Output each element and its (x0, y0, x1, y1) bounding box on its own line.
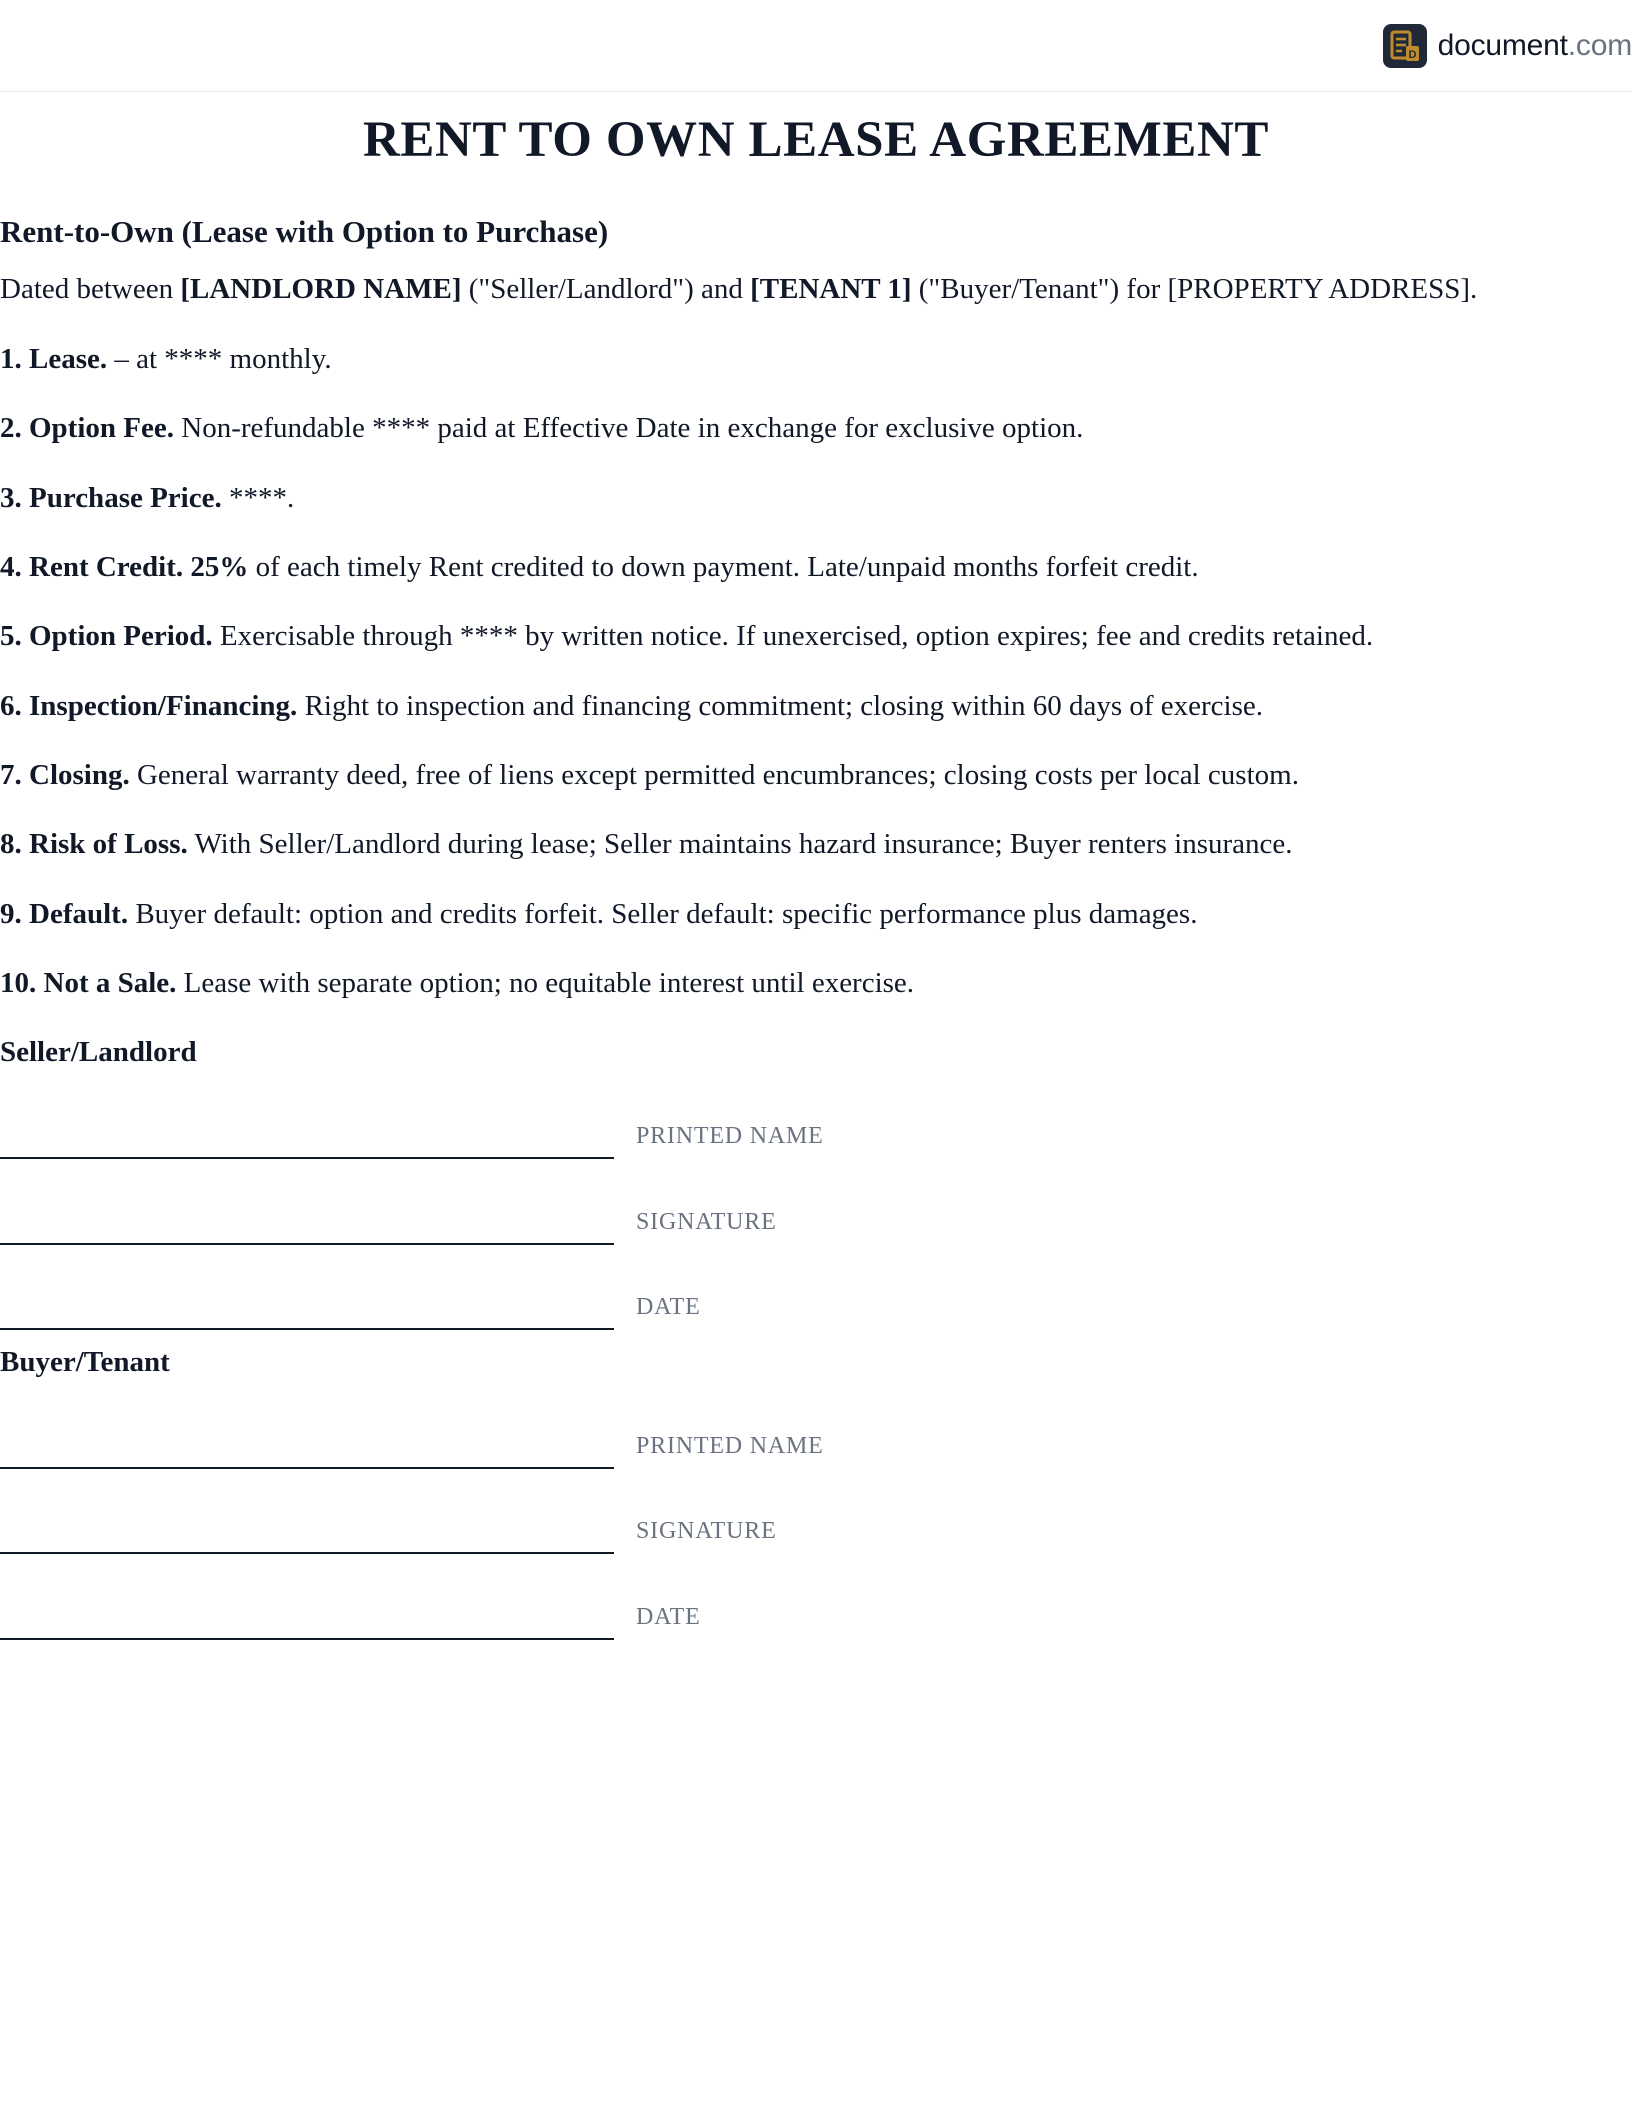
brand-wordmark (1438, 24, 1632, 68)
clause-inspection-financing (0, 687, 1263, 725)
clause-not-a-sale (0, 964, 914, 1002)
clause-purchase-price (0, 479, 294, 517)
seller-signature-label: SIGNATURE (636, 1209, 777, 1235)
clause-text: ****. (221, 482, 295, 514)
seller-printed-name-line[interactable] (0, 1157, 614, 1159)
clause-risk-of-loss (0, 825, 1293, 863)
header-bar (0, 0, 1632, 92)
clause-heading: 10. Not a Sale. (0, 967, 177, 999)
intro-prefix: Dated between (0, 273, 181, 305)
brand-tld: .com (1567, 29, 1632, 62)
seller-signature-line[interactable] (0, 1243, 614, 1245)
clause-heading: 1. Lease. (0, 343, 108, 375)
document-logo-icon (1383, 24, 1427, 68)
clause-heading: 4. Rent Credit. 25% (0, 551, 249, 583)
seller-date-line[interactable] (0, 1328, 614, 1330)
document-subtitle: Rent-to-Own (Lease with Option to Purchase) (0, 214, 609, 249)
buyer-date-label: DATE (636, 1604, 701, 1630)
seller-signature-heading: Seller/Landlord (0, 1036, 197, 1068)
buyer-printed-name-line[interactable] (0, 1467, 614, 1469)
buyer-signature-heading: Buyer/Tenant (0, 1346, 170, 1378)
clause-text: With Seller/Landlord during lease; Seller maintains hazard insurance; Buyer renters insurance. (187, 828, 1293, 860)
buyer-date-line[interactable] (0, 1638, 614, 1640)
clause-heading: 7. Closing. (0, 759, 130, 791)
intro-tenant: [TENANT 1] (750, 273, 912, 305)
clause-text: General warranty deed, free of liens except permitted encumbrances; closing costs per local custom. (129, 759, 1299, 791)
brand-name: document (1437, 29, 1568, 62)
clause-heading: 8. Risk of Loss. (0, 828, 188, 860)
intro-paragraph (0, 270, 1477, 308)
clause-heading: 5. Option Period. (0, 620, 213, 652)
clause-text: – at **** monthly. (107, 343, 332, 375)
clause-heading: 3. Purchase Price. (0, 482, 222, 514)
document-title: RENT TO OWN LEASE AGREEMENT (362, 112, 1270, 168)
document-logo-svg (1389, 29, 1421, 63)
clause-closing (0, 756, 1299, 794)
clause-text: Right to inspection and financing commitment; closing within 60 days of exercise. (297, 690, 1263, 722)
clause-heading: 9. Default. (0, 898, 129, 930)
seller-printed-name-label: PRINTED NAME (636, 1123, 824, 1149)
clause-heading: 2. Option Fee. (0, 412, 174, 444)
clause-default (0, 895, 1197, 933)
brand[interactable] (1383, 24, 1632, 68)
clause-lease (0, 340, 332, 378)
seller-date-label: DATE (636, 1294, 701, 1320)
clause-text: Lease with separate option; no equitable interest until exercise. (176, 967, 915, 999)
clause-rent-credit (0, 548, 1199, 586)
clause-text: Buyer default: option and credits forfeit. Seller default: specific performance plus damages. (128, 898, 1198, 930)
clause-text: of each timely Rent credited to down payment. Late/unpaid months forfeit credit. (248, 551, 1199, 583)
clause-option-fee (0, 409, 1083, 447)
buyer-signature-line[interactable] (0, 1552, 614, 1554)
clause-option-period (0, 617, 1373, 655)
buyer-printed-name-label: PRINTED NAME (636, 1433, 824, 1459)
intro-landlord: [LANDLORD NAME] (180, 273, 462, 305)
clause-heading: 6. Inspection/Financing. (0, 690, 298, 722)
intro-middle: ("Seller/Landlord") and (461, 273, 751, 305)
clause-text: Exercisable through **** by written notice. If unexercised, option expires; fee and credits retained. (212, 620, 1374, 652)
svg-text:D: D (1408, 49, 1417, 61)
clause-text: Non-refundable **** paid at Effective Date in exchange for exclusive option. (174, 412, 1084, 444)
intro-suffix: ("Buyer/Tenant") for [PROPERTY ADDRESS]. (911, 273, 1478, 305)
buyer-signature-label: SIGNATURE (636, 1518, 777, 1544)
